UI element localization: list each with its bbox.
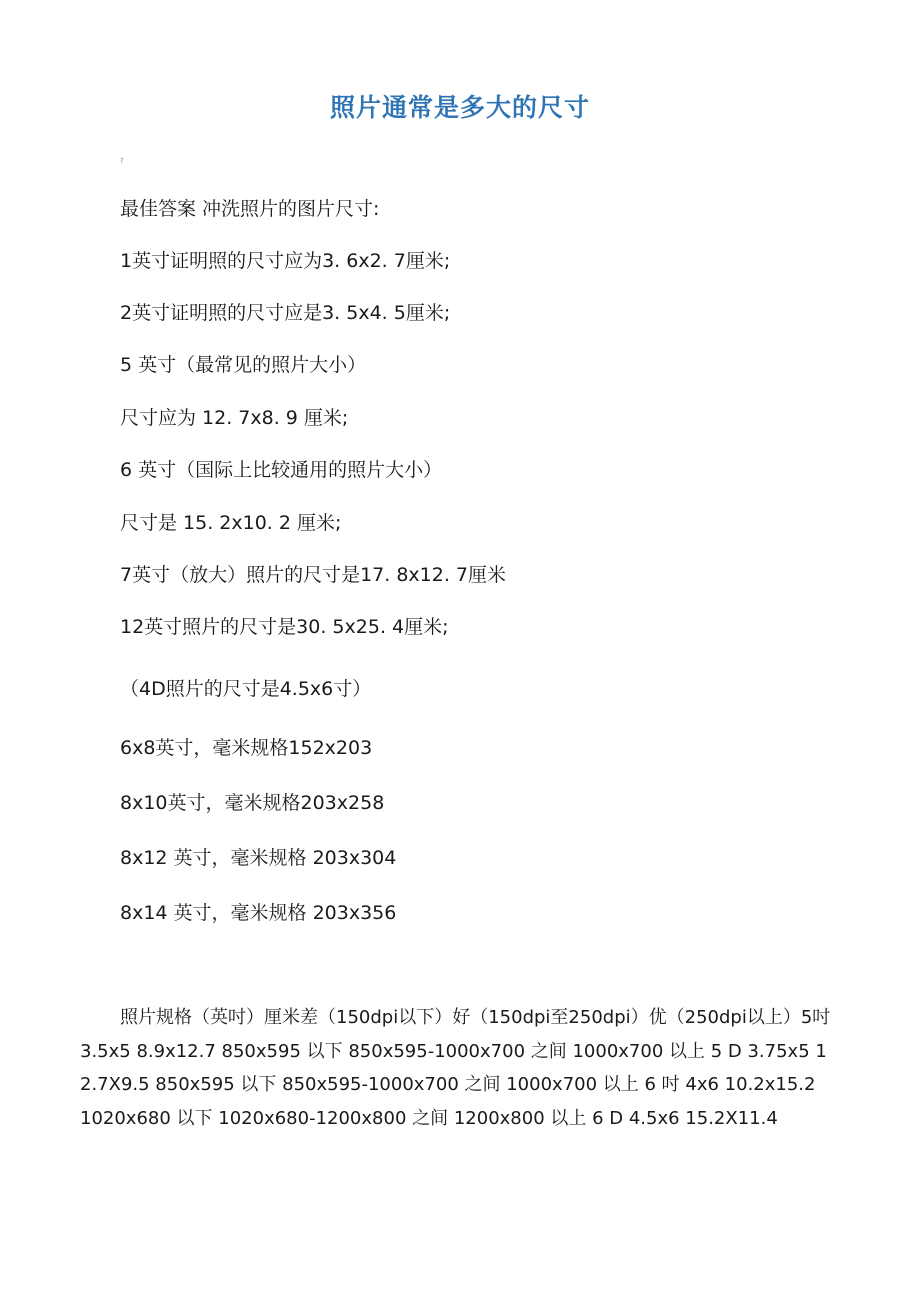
- spec-paragraph: 照片规格（英吋）厘米差（150dpi以下）好（150dpi至250dpi）优（250dpi以上）5吋 3.5x5 8.9x12.7 850x595 以下 850x595-1000x700 之间 1000x700 以上 5 D 3.75x5 12.7X9.5 850x595 以下 850x595-1000x700 之间 1000x700 以上 6 吋 4x6 10.2x15.2 1020x680 以下 1020x680-1200x800 之间 1200x800 以上 6 D 4.5x6 15.2X11.4: [80, 1007, 831, 1129]
- stray-mark: ?: [120, 157, 124, 165]
- text-line-answer-heading: 最佳答案 冲洗照片的图片尺寸:: [120, 198, 380, 220]
- text-line-6x8: 6x8英寸，毫米规格152x203: [120, 737, 373, 759]
- text-line-5inch-size: 尺寸应为 12. 7x8. 9 厘米;: [120, 407, 349, 429]
- text-line-1inch: 1英寸证明照的尺寸应为3. 6x2. 7厘米;: [120, 250, 451, 272]
- document-title: 照片通常是多大的尺寸: [329, 93, 590, 122]
- text-line-2inch: 2英寸证明照的尺寸应是3. 5x4. 5厘米;: [120, 302, 451, 324]
- text-line-12inch: 12英寸照片的尺寸是30. 5x25. 4厘米;: [120, 616, 449, 638]
- text-line-6inch-size: 尺寸是 15. 2x10. 2 厘米;: [120, 512, 342, 534]
- text-line-7inch: 7英寸（放大）照片的尺寸是17. 8x12. 7厘米: [120, 564, 507, 586]
- text-line-8x10: 8x10英寸，毫米规格203x258: [120, 792, 385, 814]
- text-line-8x14: 8x14 英寸，毫米规格 203x356: [120, 902, 397, 924]
- text-line-4d: （4D照片的尺寸是4.5x6寸）: [120, 678, 372, 700]
- text-line-6inch: 6 英寸（国际上比较通用的照片大小）: [120, 459, 443, 481]
- text-line-5inch: 5 英寸（最常见的照片大小）: [120, 354, 367, 376]
- text-line-8x12: 8x12 英寸，毫米规格 203x304: [120, 847, 397, 869]
